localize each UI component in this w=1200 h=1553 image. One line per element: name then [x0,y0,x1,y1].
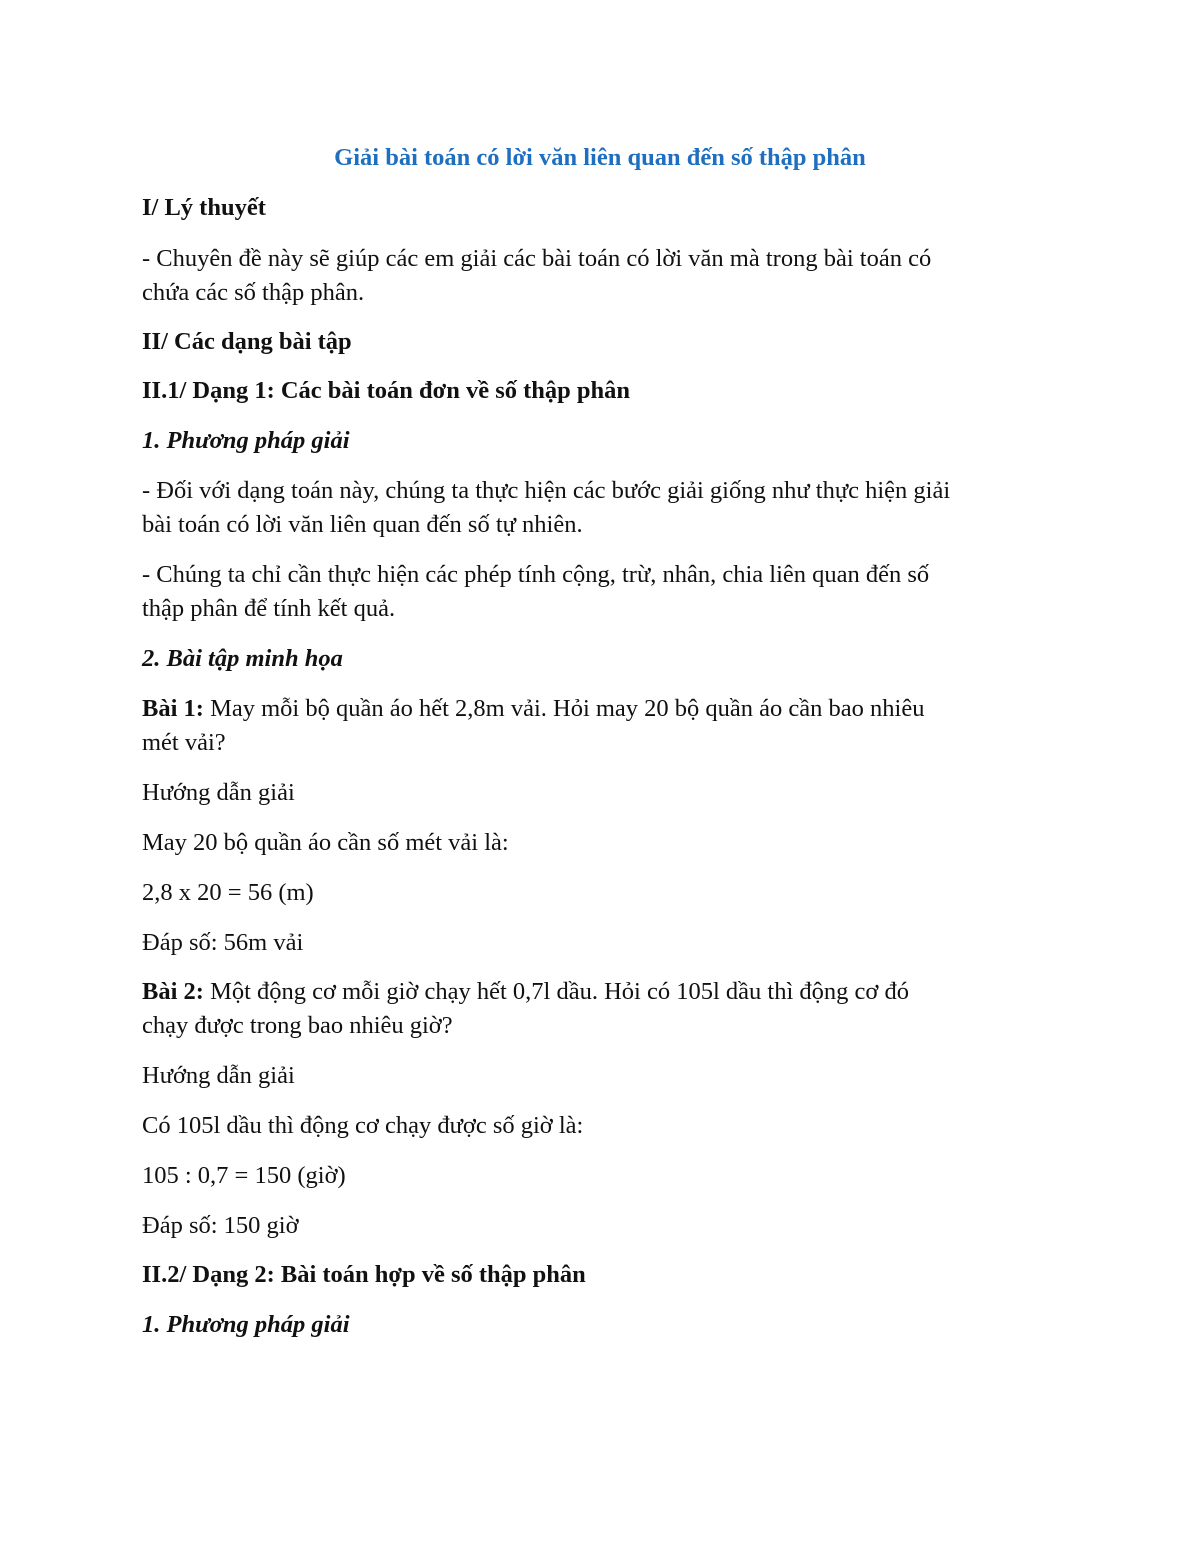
exercise-1-line-a [142,692,925,726]
type1-method-line-2a: - Chúng ta chỉ cần thực hiện các phép tính cộng, trừ, nhân, chia liên quan đến số [142,561,930,588]
type1-heading: II.1/ Dạng 1: Các bài toán đơn về số thập phân [142,377,631,404]
exercise-1-step: May 20 bộ quần áo cần số mét vải là: [142,829,509,856]
exercises-heading: II/ Các dạng bài tập [142,328,352,355]
theory-text-line-2: chứa các số thập phân. [142,279,365,306]
type1-method-line-2b: thập phân để tính kết quả. [142,595,396,622]
type1-method-line-1a: - Đối với dạng toán này, chúng ta thực hiện các bước giải giống như thực hiện giải [142,477,951,504]
exercise-1-calc: 2,8 x 20 = 56 (m) [142,879,314,906]
exercise-1-guide: Hướng dẫn giải [142,779,295,806]
exercise-2-text: Một động cơ mỗi giờ chạy hết 0,7l dầu. Hỏi có 105l dầu thì động cơ đó [203,978,909,1005]
exercise-2-label: Bài 2: [142,978,204,1005]
type1-method-line-1b: bài toán có lời văn liên quan đến số tự nhiên. [142,511,583,538]
type1-examples-heading: 2. Bài tập minh họa [142,645,343,672]
type2-heading: II.2/ Dạng 2: Bài toán hợp về số thập phân [142,1261,586,1288]
exercise-2-guide: Hướng dẫn giải [142,1062,295,1089]
exercise-1-label: Bài 1: [142,695,204,722]
exercise-2-calc: 105 : 0,7 = 150 (giờ) [142,1162,346,1189]
document-title: Giải bài toán có lời văn liên quan đến số thập phân [334,144,866,171]
exercise-1-answer: Đáp số: 56m vải [142,929,304,956]
type1-method-heading: 1. Phương pháp giải [142,427,350,454]
theory-heading: I/ Lý thuyết [142,194,266,221]
exercise-2-step: Có 105l dầu thì động cơ chạy được số giờ là: [142,1112,584,1139]
exercise-1-text: May mỗi bộ quần áo hết 2,8m vải. Hỏi may 20 bộ quần áo cần bao nhiêu [203,695,925,722]
exercise-2-answer: Đáp số: 150 giờ [142,1212,299,1239]
exercise-2-line-b: chạy được trong bao nhiêu giờ? [142,1012,453,1039]
exercise-1-line-b: mét vải? [142,729,226,756]
exercise-2-line-a [142,975,909,1009]
theory-text-line-1: - Chuyên đề này sẽ giúp các em giải các bài toán có lời văn mà trong bài toán có [142,245,932,272]
type2-method-heading: 1. Phương pháp giải [142,1311,350,1338]
